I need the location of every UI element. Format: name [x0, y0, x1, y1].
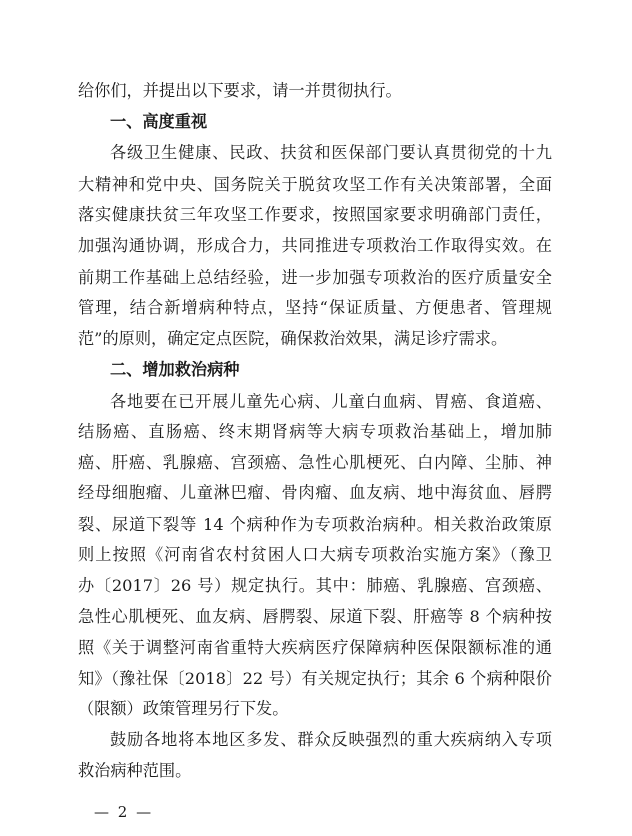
encourage-line-1: 鼓励各地将本地区多发、群众反映强烈的重大疾病纳入专项: [110, 730, 552, 749]
section1-line-4: 加强沟通协调，形成合力，共同推进专项救治工作取得实效。在: [78, 236, 552, 255]
section2-line-9: 照《关于调整河南省重特大疾病医疗保障病种医保限额标准的通: [78, 638, 552, 657]
section1-line-2: 大精神和党中央、国务院关于脱贫攻坚工作有关决策部署，全面: [78, 175, 552, 194]
section1-line-1: 各级卫生健康、民政、扶贫和医保部门要认真贯彻党的十九: [110, 143, 552, 162]
intro-line: 给你们，并提出以下要求，请一并贯彻执行。: [78, 81, 402, 100]
section2-line-1: 各地要在已开展儿童先心病、儿童白血病、胃癌、食道癌、: [110, 392, 552, 411]
section2-line-6: 则上按照《河南省农村贫困人口大病专项救治实施方案》（豫卫: [78, 545, 552, 564]
section1-line-3: 落实健康扶贫三年攻坚工作要求，按照国家要求明确部门责任，: [78, 205, 552, 224]
section2-line-5: 裂、尿道下裂等 14 个病种作为专项救治病种。相关救治政策原: [78, 515, 552, 534]
section1-heading: 一、高度重视: [110, 112, 208, 131]
section2-line-3: 癌、肝癌、乳腺癌、宫颈癌、急性心肌梗死、白内障、尘肺、神: [78, 453, 552, 472]
encourage-line-2: 救治病种范围。: [78, 761, 192, 780]
section2-line-10: 知》（豫社保〔2018〕22 号）有关规定执行；其余 6 个病种限价: [78, 669, 552, 688]
section2-line-11: （限额）政策管理另行下发。: [78, 699, 289, 718]
page-number: — 2 —: [94, 803, 154, 821]
section2-line-8: 急性心肌梗死、血友病、唇腭裂、尿道下裂、肝癌等 8 个病种按: [78, 607, 552, 626]
section2-line-4: 经母细胞瘤、儿童淋巴瘤、骨肉瘤、血友病、地中海贫血、唇腭: [78, 483, 552, 502]
section1-line-6: 管理，结合新增病种特点，坚持“保证质量、方便患者、管理规: [78, 298, 552, 317]
section1-line-5: 前期工作基础上总结经验，进一步加强专项救治的医疗质量安全: [78, 268, 552, 287]
section2-line-2: 结肠癌、直肠癌、终末期肾病等大病专项救治基础上，增加肺: [78, 422, 552, 441]
section2-line-7: 办〔2017〕26 号）规定执行。其中：肺癌、乳腺癌、宫颈癌、: [78, 576, 552, 595]
section2-heading: 二、增加救治病种: [110, 360, 240, 379]
section1-line-7: 范”的原则，确定定点医院，确保救治效果，满足诊疗需求。: [78, 329, 508, 348]
